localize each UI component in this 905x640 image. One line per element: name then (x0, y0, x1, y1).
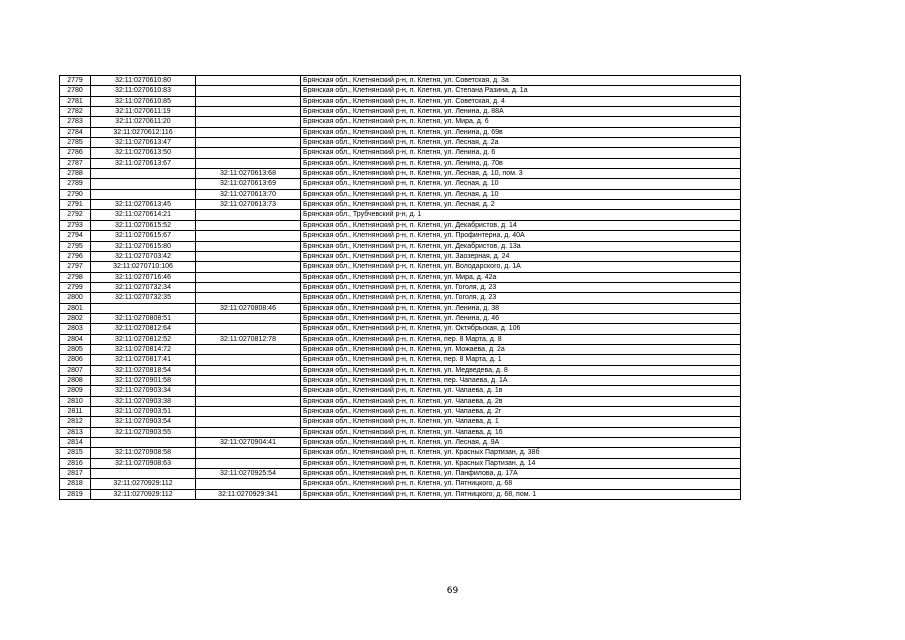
cadastral-number-secondary-cell (196, 282, 301, 292)
table-row (60, 169, 741, 179)
table-row (60, 355, 741, 365)
cadastral-number-cell: 32:11:0270613:50 (91, 148, 196, 158)
row-number-cell: 2803 (60, 324, 91, 334)
registry-table-body (60, 76, 741, 500)
cadastral-number-cell: 32:11:0270613:67 (91, 158, 196, 168)
table-row (60, 344, 741, 354)
table-row (60, 179, 741, 189)
cadastral-number-secondary-cell: 32:11:0270904:41 (196, 438, 301, 448)
address-cell: Брянская обл., Клетнянский р-н, п. Клетня, ул. Ленина, д. 38 (301, 303, 741, 313)
address-cell: Брянская обл., Клетнянский р-н, п. Клетня, ул. Ленина, д. 6 (301, 148, 741, 158)
row-number-cell: 2783 (60, 117, 91, 127)
cadastral-number-cell: 32:11:0270903:38 (91, 396, 196, 406)
address-cell: Брянская обл., Клетнянский р-н, п. Клетня, ул. Чапаева, д. 2г (301, 407, 741, 417)
cadastral-number-secondary-cell (196, 386, 301, 396)
row-number-cell: 2813 (60, 427, 91, 437)
table-row (60, 189, 741, 199)
address-cell: Брянская обл., Клетнянский р-н, п. Клетня, ул. Декабристов, д. 14 (301, 220, 741, 230)
cadastral-number-secondary-cell (196, 293, 301, 303)
address-cell: Брянская обл., Клетнянский р-н, п. Клетня, ул. Лесная, д. 10 (301, 189, 741, 199)
row-number-cell: 2804 (60, 334, 91, 344)
cadastral-number-cell: 32:11:0270615:52 (91, 220, 196, 230)
cadastral-number-secondary-cell (196, 241, 301, 251)
cadastral-number-secondary-cell (196, 272, 301, 282)
address-cell: Брянская обл., Клетнянский р-н, п. Клетня, ул. Лесная, д. 2а (301, 138, 741, 148)
table-row (60, 396, 741, 406)
address-cell: Брянская обл., Клетнянский р-н, п. Клетня, ул. Володарского, д. 1А (301, 262, 741, 272)
table-row (60, 200, 741, 210)
cadastral-number-cell: 32:11:0270615:67 (91, 231, 196, 241)
cadastral-number-cell: 32:11:0270903:55 (91, 427, 196, 437)
row-number-cell: 2789 (60, 179, 91, 189)
address-cell: Брянская обл., Клетнянский р-н, п. Клетня, ул. Октябрьская, д. 106 (301, 324, 741, 334)
table-row (60, 375, 741, 385)
cadastral-number-secondary-cell: 32:11:0270812:78 (196, 334, 301, 344)
row-number-cell: 2798 (60, 272, 91, 282)
cadastral-number-secondary-cell (196, 107, 301, 117)
row-number-cell: 2815 (60, 448, 91, 458)
row-number-cell: 2784 (60, 127, 91, 137)
address-cell: Брянская обл., Клетнянский р-н, п. Клетня, ул. Чапаева, д. 2в (301, 396, 741, 406)
cadastral-number-cell (91, 438, 196, 448)
cadastral-number-cell: 32:11:0270814:72 (91, 344, 196, 354)
cadastral-number-cell: 32:11:0270903:54 (91, 417, 196, 427)
cadastral-number-secondary-cell (196, 355, 301, 365)
cadastral-number-cell: 32:11:0270716:46 (91, 272, 196, 282)
table-row (60, 272, 741, 282)
cadastral-number-cell: 32:11:0270903:34 (91, 386, 196, 396)
cadastral-number-secondary-cell (196, 479, 301, 489)
row-number-cell: 2791 (60, 200, 91, 210)
row-number-cell: 2817 (60, 469, 91, 479)
address-cell: Брянская обл., Клетнянский р-н, п. Клетня, ул. Ленина, д. 46 (301, 313, 741, 323)
row-number-cell: 2805 (60, 344, 91, 354)
row-number-cell: 2802 (60, 313, 91, 323)
cadastral-number-cell: 32:11:0270610:85 (91, 96, 196, 106)
cadastral-number-secondary-cell: 32:11:0270808:46 (196, 303, 301, 313)
table-row (60, 241, 741, 251)
row-number-cell: 2785 (60, 138, 91, 148)
table-row (60, 210, 741, 220)
table-row (60, 479, 741, 489)
address-cell: Брянская обл., Клетнянский р-н, п. Клетня, пер. Чапаева, д. 1А (301, 375, 741, 385)
table-row (60, 220, 741, 230)
table-row (60, 86, 741, 96)
cadastral-number-cell (91, 169, 196, 179)
cadastral-number-cell: 32:11:0270929:112 (91, 479, 196, 489)
cadastral-number-secondary-cell (196, 127, 301, 137)
cadastral-number-secondary-cell (196, 448, 301, 458)
cadastral-number-secondary-cell (196, 251, 301, 261)
row-number-cell: 2779 (60, 76, 91, 86)
table-row (60, 251, 741, 261)
address-cell: Брянская обл., Клетнянский р-н, п. Клетня, ул. Пятницкого, д. 68, пом. 1 (301, 489, 741, 499)
row-number-cell: 2797 (60, 262, 91, 272)
cadastral-number-cell: 32:11:0270703:42 (91, 251, 196, 261)
row-number-cell: 2781 (60, 96, 91, 106)
address-cell: Брянская обл., Клетнянский р-н, п. Клетня, ул. Гоголя, д. 23 (301, 282, 741, 292)
cadastral-number-secondary-cell (196, 96, 301, 106)
row-number-cell: 2800 (60, 293, 91, 303)
cadastral-number-cell: 32:11:0270901:58 (91, 375, 196, 385)
address-cell: Брянская обл., Клетнянский р-н, п. Клетня, ул. Лесная, д. 10, пом. 3 (301, 169, 741, 179)
cadastral-number-secondary-cell (196, 117, 301, 127)
table-row (60, 231, 741, 241)
address-cell: Брянская обл., Клетнянский р-н, п. Клетня, ул. Чапаева, д. 1в (301, 386, 741, 396)
cadastral-number-secondary-cell (196, 138, 301, 148)
table-row (60, 262, 741, 272)
address-cell: Брянская обл., Клетнянский р-н, п. Клетня, ул. Гоголя, д. 23 (301, 293, 741, 303)
cadastral-number-cell: 32:11:0270818:54 (91, 365, 196, 375)
address-cell: Брянская обл., Клетнянский р-н, п. Клетня, ул. Чапаева, д. 1 (301, 417, 741, 427)
row-number-cell: 2811 (60, 407, 91, 417)
row-number-cell: 2780 (60, 86, 91, 96)
row-number-cell: 2816 (60, 458, 91, 468)
address-cell: Брянская обл., Клетнянский р-н, п. Клетня, ул. Лесная, д. 10 (301, 179, 741, 189)
cadastral-number-cell: 32:11:0270903:51 (91, 407, 196, 417)
table-row (60, 489, 741, 499)
row-number-cell: 2795 (60, 241, 91, 251)
address-cell: Брянская обл., Клетнянский р-н, п. Клетня, пер. 8 Марта, д. 8 (301, 334, 741, 344)
row-number-cell: 2809 (60, 386, 91, 396)
table-row (60, 386, 741, 396)
address-cell: Брянская обл., Клетнянский р-н, п. Клетня, ул. Декабристов, д. 13а (301, 241, 741, 251)
table-row (60, 282, 741, 292)
table-row (60, 96, 741, 106)
address-cell: Брянская обл., Клетнянский р-н, п. Клетня, ул. Ленина, д. 88А (301, 107, 741, 117)
cadastral-number-cell: 32:11:0270812:64 (91, 324, 196, 334)
cadastral-number-cell: 32:11:0270615:80 (91, 241, 196, 251)
row-number-cell: 2818 (60, 479, 91, 489)
cadastral-number-cell (91, 189, 196, 199)
cadastral-number-secondary-cell (196, 220, 301, 230)
cadastral-number-secondary-cell (196, 396, 301, 406)
address-cell: Брянская обл., Клетнянский р-н, п. Клетня, ул. Мира, д. 42а (301, 272, 741, 282)
cadastral-number-cell: 32:11:0270614:21 (91, 210, 196, 220)
cadastral-number-secondary-cell (196, 407, 301, 417)
table-row (60, 293, 741, 303)
cadastral-number-secondary-cell (196, 76, 301, 86)
cadastral-number-cell: 32:11:0270732:34 (91, 282, 196, 292)
address-cell: Брянская обл., Клетнянский р-н, п. Клетня, ул. Профинтерна, д. 40А (301, 231, 741, 241)
cadastral-number-cell: 32:11:0270610:80 (91, 76, 196, 86)
row-number-cell: 2801 (60, 303, 91, 313)
cadastral-number-secondary-cell (196, 313, 301, 323)
address-cell: Брянская обл., Клетнянский р-н, п. Клетня, пер. 8 Марта, д. 1 (301, 355, 741, 365)
address-cell: Брянская обл., Клетнянский р-н, п. Клетня, ул. Медведева, д. 8 (301, 365, 741, 375)
cadastral-number-cell: 32:11:0270613:47 (91, 138, 196, 148)
address-cell: Брянская обл., Клетнянский р-н, п. Клетня, ул. Красных Партизан, д. 14 (301, 458, 741, 468)
cadastral-number-secondary-cell: 32:11:0270925:54 (196, 469, 301, 479)
address-cell: Брянская обл., Клетнянский р-н, п. Клетня, ул. Заозерная, д. 24 (301, 251, 741, 261)
cadastral-number-secondary-cell (196, 158, 301, 168)
table-row (60, 458, 741, 468)
cadastral-number-secondary-cell (196, 324, 301, 334)
row-number-cell: 2814 (60, 438, 91, 448)
cadastral-number-secondary-cell (196, 231, 301, 241)
table-row (60, 107, 741, 117)
address-cell: Брянская обл., Клетнянский р-н, п. Клетня, ул. Можаева, д. 2а (301, 344, 741, 354)
address-cell: Брянская обл., Клетнянский р-н, п. Клетня, ул. Советская, д. 4 (301, 96, 741, 106)
cadastral-number-secondary-cell (196, 210, 301, 220)
row-number-cell: 2790 (60, 189, 91, 199)
table-row (60, 365, 741, 375)
table-row (60, 138, 741, 148)
cadastral-number-secondary-cell (196, 427, 301, 437)
cadastral-number-cell (91, 179, 196, 189)
row-number-cell: 2819 (60, 489, 91, 499)
address-cell: Брянская обл., Клетнянский р-н, п. Клетня, ул. Советская, д. 3а (301, 76, 741, 86)
cadastral-number-cell: 32:11:0270732:35 (91, 293, 196, 303)
table-row (60, 158, 741, 168)
table-row (60, 448, 741, 458)
table-row (60, 427, 741, 437)
row-number-cell: 2796 (60, 251, 91, 261)
cadastral-number-secondary-cell: 32:11:0270613:73 (196, 200, 301, 210)
row-number-cell: 2782 (60, 107, 91, 117)
row-number-cell: 2810 (60, 396, 91, 406)
address-cell: Брянская обл., Клетнянский р-н, п. Клетня, ул. Ленина, д. 70в (301, 158, 741, 168)
table-row (60, 148, 741, 158)
cadastral-number-cell: 32:11:0270611:20 (91, 117, 196, 127)
table-row (60, 334, 741, 344)
cadastral-number-cell: 32:11:0270808:51 (91, 313, 196, 323)
row-number-cell: 2787 (60, 158, 91, 168)
table-row (60, 417, 741, 427)
cadastral-number-cell: 32:11:0270613:45 (91, 200, 196, 210)
address-cell: Брянская обл., Клетнянский р-н, п. Клетня, ул. Красных Партизан, д. 38б (301, 448, 741, 458)
cadastral-number-secondary-cell: 32:11:0270613:70 (196, 189, 301, 199)
cadastral-number-cell: 32:11:0270812:52 (91, 334, 196, 344)
cadastral-number-cell: 32:11:0270908:58 (91, 448, 196, 458)
table-row (60, 303, 741, 313)
row-number-cell: 2806 (60, 355, 91, 365)
cadastral-number-cell: 32:11:0270611:19 (91, 107, 196, 117)
table-row (60, 438, 741, 448)
table-row (60, 407, 741, 417)
row-number-cell: 2799 (60, 282, 91, 292)
cadastral-number-cell (91, 469, 196, 479)
row-number-cell: 2807 (60, 365, 91, 375)
row-number-cell: 2793 (60, 220, 91, 230)
row-number-cell: 2812 (60, 417, 91, 427)
cadastral-number-cell: 32:11:0270612:116 (91, 127, 196, 137)
cadastral-number-secondary-cell (196, 148, 301, 158)
cadastral-number-secondary-cell: 32:11:0270613:69 (196, 179, 301, 189)
cadastral-number-cell: 32:11:0270817:41 (91, 355, 196, 365)
cadastral-number-cell: 32:11:0270908:63 (91, 458, 196, 468)
address-cell: Брянская обл., Клетнянский р-н, п. Клетня, ул. Чапаева, д. 16 (301, 427, 741, 437)
row-number-cell: 2792 (60, 210, 91, 220)
address-cell: Брянская обл., Клетнянский р-н, п. Клетня, ул. Лесная, д. 9А (301, 438, 741, 448)
cadastral-number-secondary-cell (196, 86, 301, 96)
cadastral-number-secondary-cell (196, 375, 301, 385)
cadastral-number-cell (91, 303, 196, 313)
cadastral-number-secondary-cell (196, 417, 301, 427)
address-cell: Брянская обл., Клетнянский р-н, п. Клетня, ул. Панфилова, д. 17А (301, 469, 741, 479)
address-cell: Брянская обл., Клетнянский р-н, п. Клетня, ул. Степана Разина, д. 1а (301, 86, 741, 96)
address-cell: Брянская обл., Трубчевский р-н, д. 1 (301, 210, 741, 220)
table-row (60, 127, 741, 137)
registry-table (59, 75, 741, 500)
address-cell: Брянская обл., Клетнянский р-н, п. Клетня, ул. Пятницкого, д. 68 (301, 479, 741, 489)
page-number: 69 (446, 586, 459, 596)
cadastral-number-cell: 32:11:0270929:112 (91, 489, 196, 499)
table-row (60, 324, 741, 334)
table-row (60, 313, 741, 323)
cadastral-number-cell: 32:11:0270710:106 (91, 262, 196, 272)
row-number-cell: 2794 (60, 231, 91, 241)
address-cell: Брянская обл., Клетнянский р-н, п. Клетня, ул. Мира, д. 6 (301, 117, 741, 127)
cadastral-number-secondary-cell: 32:11:0270929:341 (196, 489, 301, 499)
cadastral-number-secondary-cell (196, 262, 301, 272)
cadastral-number-secondary-cell (196, 344, 301, 354)
cadastral-number-secondary-cell (196, 365, 301, 375)
row-number-cell: 2786 (60, 148, 91, 158)
address-cell: Брянская обл., Клетнянский р-н, п. Клетня, ул. Лесная, д. 2 (301, 200, 741, 210)
cadastral-number-secondary-cell (196, 458, 301, 468)
cadastral-number-cell: 32:11:0270610:83 (91, 86, 196, 96)
row-number-cell: 2788 (60, 169, 91, 179)
table-row (60, 117, 741, 127)
table-row (60, 469, 741, 479)
cadastral-number-secondary-cell: 32:11:0270613:68 (196, 169, 301, 179)
row-number-cell: 2808 (60, 375, 91, 385)
address-cell: Брянская обл., Клетнянский р-н, п. Клетня, ул. Ленина, д. 69в (301, 127, 741, 137)
table-row (60, 76, 741, 86)
